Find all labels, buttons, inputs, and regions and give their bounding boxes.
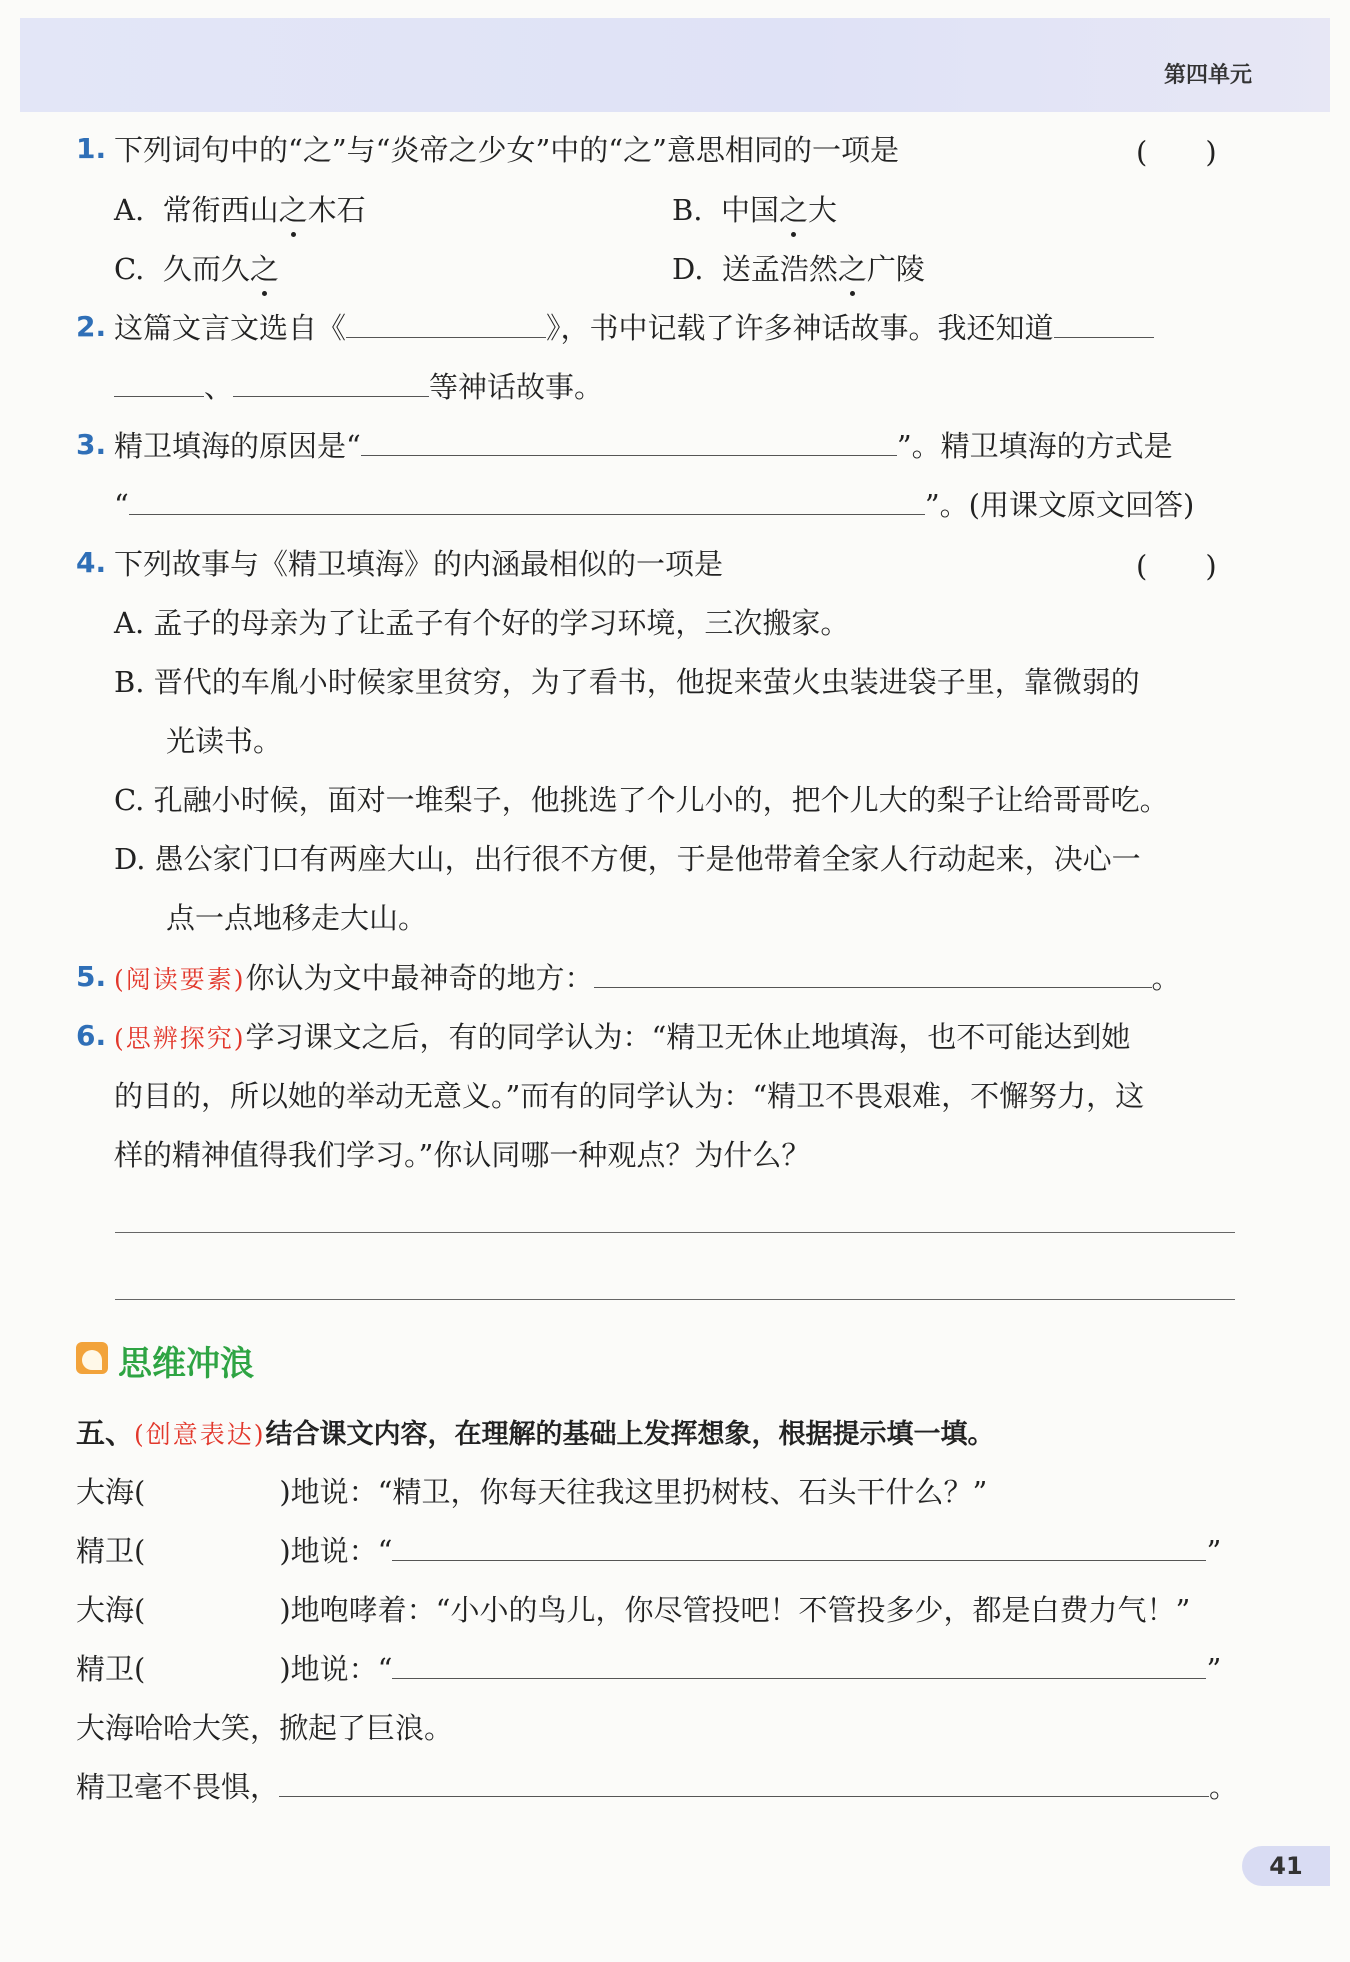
dialog-row-4-blank[interactable] [392, 1650, 1206, 1679]
q1-stem: 下列词句中的“之”与“炎帝之少女”中的“之”意思相同的一项是 [114, 133, 899, 167]
dialog-row-4: 精卫( )地说：“ ” [76, 1652, 1222, 1686]
q2-blank-story1-start[interactable] [1054, 309, 1154, 338]
q2-blank-story2[interactable] [233, 368, 429, 397]
q3-line1: 精卫填海的原因是“ ”。精卫填海的方式是 [114, 429, 1173, 463]
section-title: 思维冲浪 [118, 1344, 254, 1384]
q6-answer-line-2[interactable] [115, 1299, 1235, 1300]
q4-stem: 下列故事与《精卫填海》的内涵最相似的一项是 [114, 547, 724, 581]
q4-option-a: A. 孟子的母亲为了让孟子有个好的学习环境，三次搬家。 [114, 606, 850, 640]
q4-option-b-line2: 光读书。 [166, 724, 283, 758]
dialog-row-6-blank[interactable] [279, 1768, 1209, 1797]
q6-line3: 样的精神值得我们学习。”你认同哪一种观点？为什么？ [114, 1138, 811, 1172]
wave-icon [76, 1342, 108, 1374]
q3-blank-reason[interactable] [361, 427, 897, 456]
q4-answer-paren[interactable]: ( ) [1136, 549, 1217, 583]
q4-number: 4. [76, 546, 107, 579]
dialog-row-6: 精卫毫不畏惧， 。 [76, 1770, 1239, 1804]
q2-line2: 、 等神话故事。 [114, 367, 603, 407]
part5-tag: (创意表达) [134, 1420, 266, 1449]
q4-option-c: C. 孔融小时候，面对一堆梨子，他挑选了个儿小的，把个儿大的梨子让给哥哥吃。 [114, 783, 1169, 817]
dialog-row-2: 精卫( )地说：“ ” [76, 1534, 1222, 1568]
unit-label: 第四单元 [1163, 63, 1252, 88]
dialog-row-1: 大海( )地说：“精卫，你每天往我这里扔树枝、石头干什么？” [76, 1475, 988, 1509]
q6-number: 6. [76, 1019, 107, 1052]
dialog-row-2-blank[interactable] [392, 1532, 1206, 1561]
q6-tag: (思辨探究) [114, 1024, 246, 1053]
q3-blank-method[interactable] [129, 486, 925, 515]
q5-tag: (阅读要素) [114, 965, 246, 994]
q2-blank-story1-end[interactable] [114, 368, 204, 397]
q3-line2: “ ”。(用课文原文回答) [114, 488, 1195, 522]
q1-option-d: D. 送孟浩然之广陵 [672, 252, 925, 286]
q6-answer-line-1[interactable] [115, 1232, 1235, 1233]
q3-number: 3. [76, 428, 107, 461]
q1-option-a: A. 常衔西山之木石 [114, 193, 366, 227]
q4-option-b-line1: B. 晋代的车胤小时候家里贫穷，为了看书，他捉来萤火虫装进袋子里，靠微弱的 [114, 665, 1140, 699]
q1-option-b: B. 中国之大 [672, 193, 838, 227]
q4-option-d-line1: D. 愚公家门口有两座大山，出行很不方便，于是他带着全家人行动起来，决心一 [114, 842, 1141, 876]
part5-instruction: 五、(创意表达)结合课文内容，在理解的基础上发挥想象，根据提示填一填。 [76, 1416, 995, 1450]
q2-number: 2. [76, 310, 107, 343]
q5-number: 5. [76, 960, 107, 993]
q1-option-c: C. 久而久之 [114, 252, 279, 286]
q2-line1: 这篇文言文选自《 》，书中记载了许多神话故事。我还知道 [114, 308, 1154, 348]
page-number: 41 [1242, 1846, 1330, 1886]
q5-blank[interactable] [594, 959, 1152, 988]
q2-blank-book[interactable] [346, 309, 546, 338]
q1-answer-paren[interactable]: ( ) [1136, 135, 1217, 169]
q6-line1: (思辨探究)学习课文之后，有的同学认为：“精卫无休止地填海，也不可能达到她 [114, 1020, 1131, 1054]
q5-line: (阅读要素)你认为文中最神奇的地方： 。 [114, 961, 1181, 995]
q6-line2: 的目的，所以她的举动无意义。”而有的同学认为：“精卫不畏艰难，不懈努力，这 [114, 1079, 1145, 1113]
q1-number: 1. [76, 132, 107, 165]
dialog-row-5: 大海哈哈大笑，掀起了巨浪。 [76, 1711, 454, 1745]
header-band [20, 18, 1330, 112]
q4-option-d-line2: 点一点地移走大山。 [166, 901, 428, 935]
dialog-row-3: 大海( )地咆哮着：“小小的鸟儿，你尽管投吧！不管投多少，都是白费力气！” [76, 1593, 1191, 1627]
